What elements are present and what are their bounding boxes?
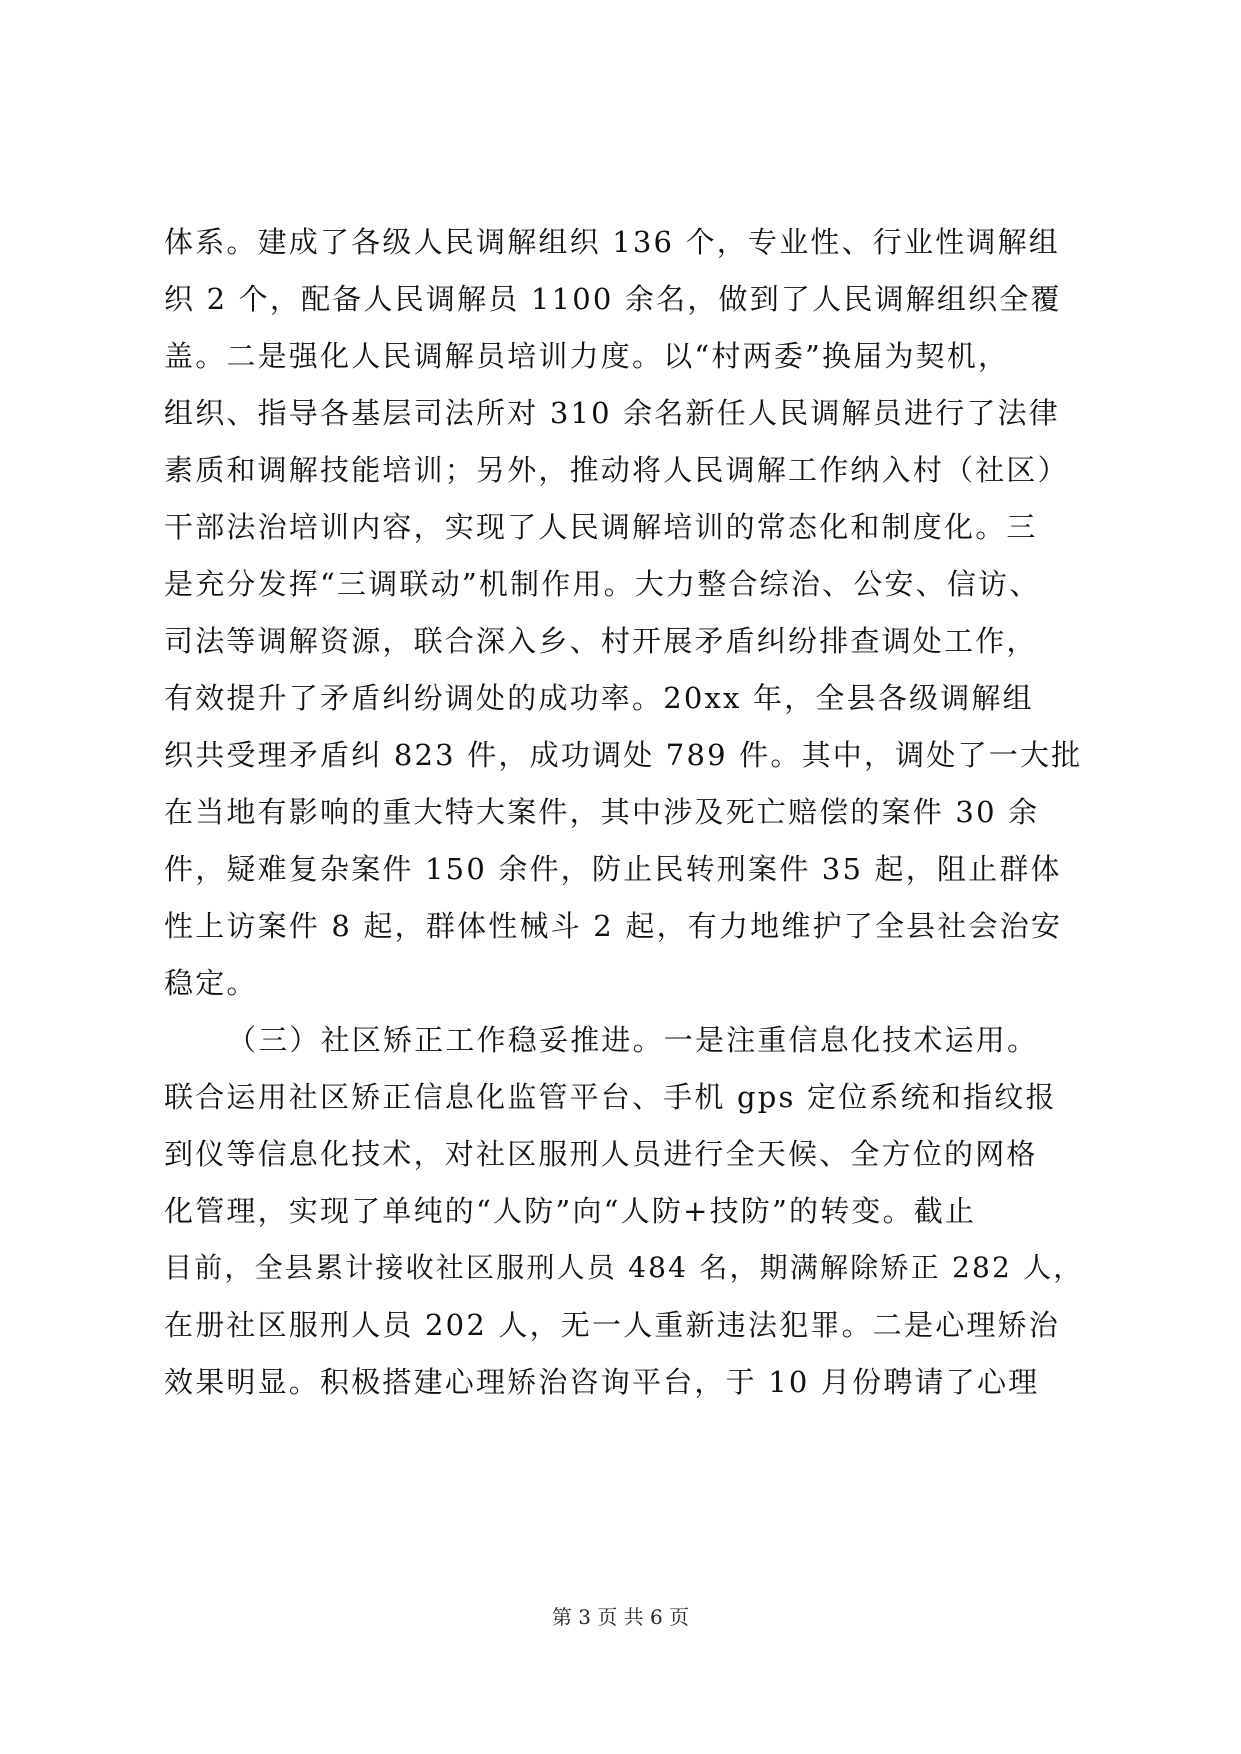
body-text-line: 在当地有影响的重大特大案件，其中涉及死亡赔偿的案件 30 余 bbox=[164, 795, 1040, 829]
body-text-line: 件，疑难复杂案件 150 余件，防止民转刑案件 35 起，阻止群体 bbox=[164, 852, 1062, 886]
body-text-line: 稳定。 bbox=[164, 966, 258, 1000]
body-text-line: 司法等调解资源，联合深入乡、村开展矛盾纠纷排查调处工作， bbox=[164, 624, 1038, 658]
body-text-line: 织 2 个，配备人民调解员 1100 余名，做到了人民调解组织全覆 bbox=[164, 282, 1062, 316]
page-footer: 第 3 页 共 6 页 bbox=[551, 1605, 690, 1629]
body-text-line: 体系。建成了各级人民调解组织 136 个，专业性、行业性调解组 bbox=[164, 225, 1060, 259]
body-text-line: 在册社区服刑人员 202 人，无一人重新违法犯罪。二是心理矫治 bbox=[164, 1308, 1060, 1342]
body-text-line: 效果明显。积极搭建心理矫治咨询平台，于 10 月份聘请了心理 bbox=[164, 1365, 1040, 1399]
body-text-line: 到仪等信息化技术，对社区服刑人员进行全天候、全方位的网格 bbox=[164, 1137, 1038, 1171]
body-text-line: 组织、指导各基层司法所对 310 余名新任人民调解员进行了法律 bbox=[164, 396, 1060, 430]
body-text-line: 盖。二是强化人民调解员培训力度。以“村两委”换届为契机， bbox=[164, 339, 1010, 373]
body-text-line: 有效提升了矛盾纠纷调处的成功率。20xx 年，全县各级调解组 bbox=[164, 681, 1034, 715]
body-text-line: 干部法治培训内容，实现了人民调解培训的常态化和制度化。三 bbox=[164, 510, 1038, 544]
body-text-line: 是充分发挥“三调联动”机制作用。大力整合综治、公安、信访、 bbox=[164, 567, 1041, 601]
body-text-line: 织共受理矛盾纠 823 件，成功调处 789 件。其中，调处了一大批 bbox=[164, 738, 1083, 772]
body-text-line: 性上访案件 8 起，群体性械斗 2 起，有力地维护了全县社会治安 bbox=[164, 909, 1063, 943]
body-text-line: 联合运用社区矫正信息化监管平台、手机 gps 定位系统和指纹报 bbox=[164, 1080, 1057, 1114]
body-text-line: 目前，全县累计接收社区服刑人员 484 名，期满解除矫正 282 人， bbox=[164, 1251, 1084, 1284]
body-text-line: 素质和调解技能培训；另外，推动将人民调解工作纳入村（社区） bbox=[164, 453, 1069, 487]
body-text-line: 化管理，实现了单纯的“人防”向“人防+技防”的转变。截止 bbox=[164, 1194, 977, 1228]
section-heading-line: （三）社区矫正工作稳妥推进。一是注重信息化技术运用。 bbox=[227, 1023, 1039, 1057]
